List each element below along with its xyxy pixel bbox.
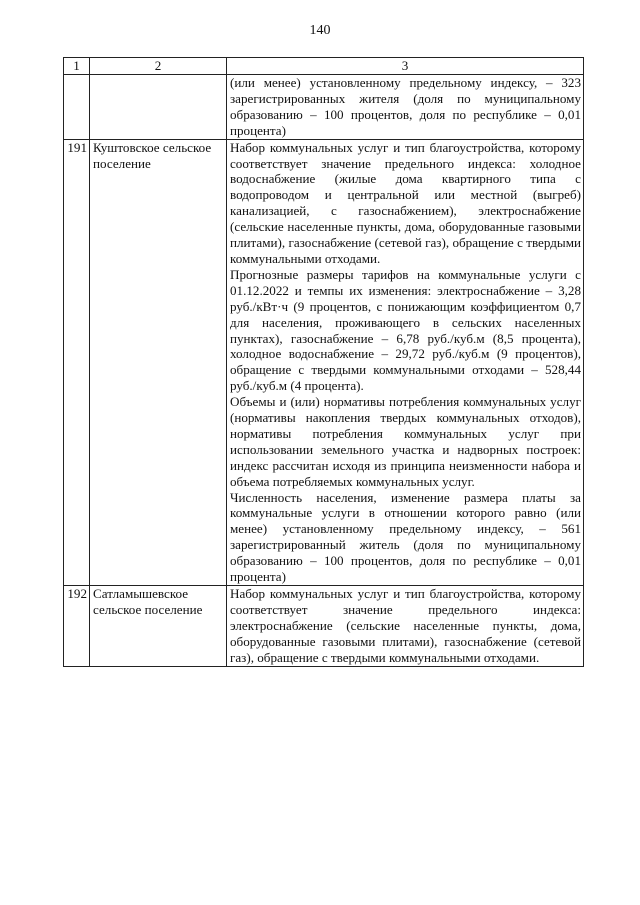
row-number: 192 <box>64 586 90 667</box>
page-number: 140 <box>309 23 331 38</box>
header-col-3: 3 <box>227 58 584 75</box>
header-row <box>64 58 584 75</box>
paragraph-utilities-set: Набор коммунальных услуг и тип благоустройства, которому соответствует значение предельного индекса: электроснабжение (сельские населенные пункты, дома, оборудованные газовыми плитами), газоснабжение (сетевой газ), обращение с твердыми коммунальными отходами. <box>230 586 581 665</box>
row-number: 191 <box>64 139 90 585</box>
header-col-1: 1 <box>64 58 90 75</box>
row-description <box>227 586 584 667</box>
paragraph-tariffs: Прогнозные размеры тарифов на коммунальные услуги с 01.12.2022 и темпы их изменения: электроснабжение – 3,28 руб./кВт·ч (9 процентов, с понижающим коэффициентом 0,7 для населения, проживающего в сельских населенных пунктах), газоснабжение – 6,78 руб./куб.м (8,5 процента), холодное водоснабжение – 29,72 руб./куб.м (9 процентов), обращение с твердыми коммунальными отходами – 528,44 руб./куб.м (4 процента). <box>230 266 581 394</box>
continuation-num-cell <box>64 75 90 140</box>
continuation-desc-cell <box>227 75 584 140</box>
row-description <box>227 139 584 585</box>
settlement-name: Куштовское сельское поселение <box>90 139 227 585</box>
table-row <box>64 586 584 667</box>
table-row <box>64 139 584 585</box>
continuation-name-cell <box>90 75 227 140</box>
paragraph-population: Численность населения, изменение размера платы за коммунальные услуги в отношении которого равно (или менее) установленному предельному индексу, – 561 зарегистрированный житель (доля по муниципальному образованию – 100 процентов, доля по республике – 0,01 процента) <box>230 489 581 585</box>
header-col-2: 2 <box>90 58 227 75</box>
settlement-name: Сатламышевское сельское поселение <box>90 586 227 667</box>
continuation-row <box>64 75 584 140</box>
paragraph-utilities-set: Набор коммунальных услуг и тип благоустройства, которому соответствует значение предельного индекса: холодное водоснабжение (жилые дома квартирного типа с водопроводом и центральной или местной (выгреб) канализацией, с газоснабжением), электроснабжение (сельские населенные пункты, дома, оборудованные газовыми плитами), газоснабжение (сетевой газ), обращение с твердыми коммунальными отходами. <box>230 139 581 266</box>
tariff-table <box>63 57 584 667</box>
continuation-text: (или менее) установленному предельному индексу, – 323 зарегистрированных жителя (доля по муниципальному образованию – 100 процентов, доля по республике – 0,01 процента) <box>230 75 581 138</box>
paragraph-norms: Объемы и (или) нормативы потребления коммунальных услуг (нормативы накопления твердых коммунальных отходов), нормативы потребления коммунальных услуг при использовании земельного участка и надворных построек: индекс рассчитан исходя из принципа неизменности набора и объема потребляемых коммунальных услуг. <box>230 394 581 489</box>
